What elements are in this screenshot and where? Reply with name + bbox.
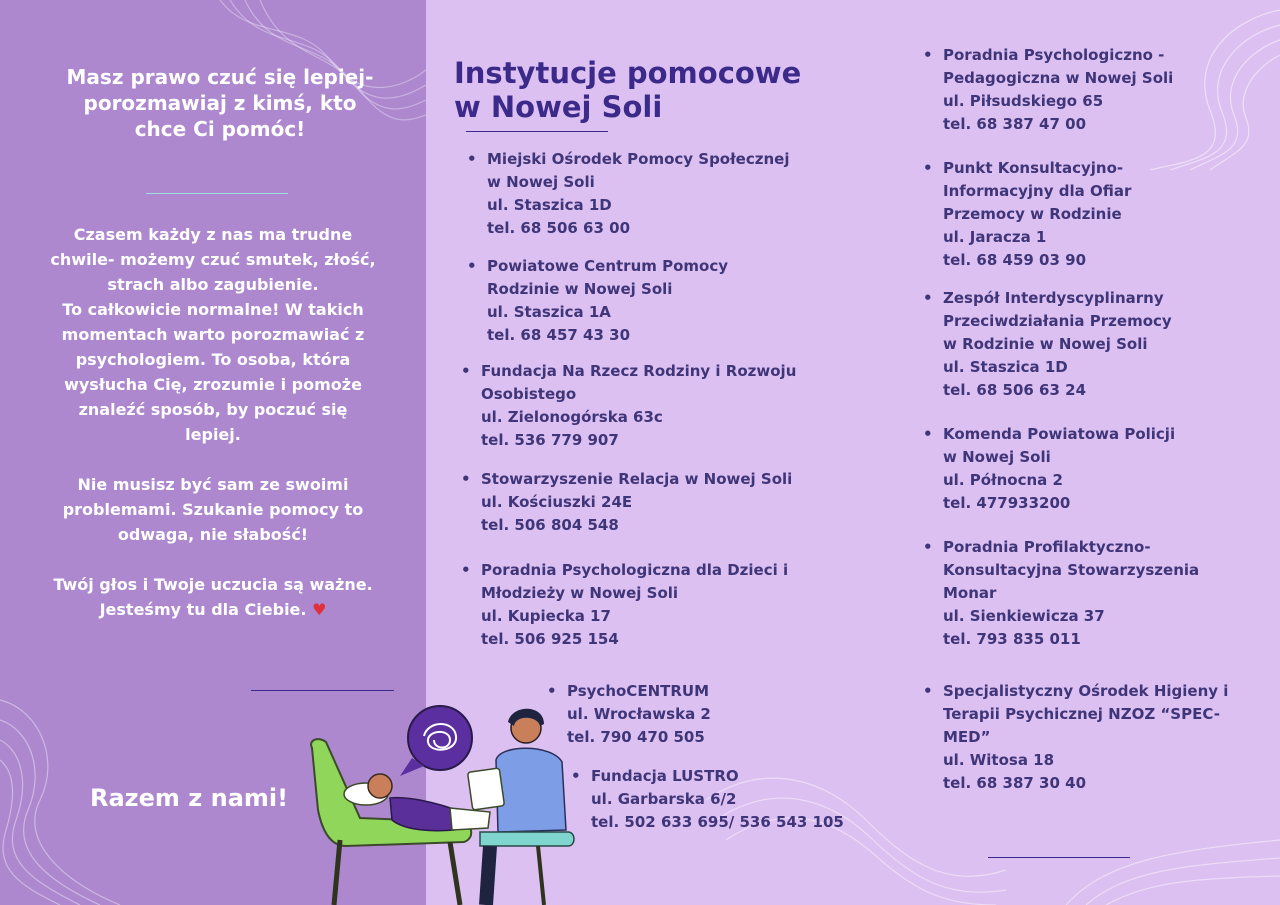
institution-address: ul. Garbarska 6/2 — [591, 790, 737, 808]
institution-phone: tel. 477933200 — [943, 494, 1071, 512]
intro-paragraphs: Czasem każdy z nas ma trudne chwile- możemy czuć smutek, złość, strach albo zagubienie. To całkowicie normalne! W takich momentach warto porozmawiać z psychologiem. To osoba, która wysłucha Cię, zrozumie i pomoże znaleźć sposób, by poczuć się lepiej. Nie musisz być sam ze swoimi problemami. Szukanie pomocy to odwaga, nie słabość! Twój głos i Twoje uczucia są ważne. Jesteśmy tu dla Ciebie. — [50, 225, 376, 619]
divider — [251, 690, 394, 691]
institution-address: ul. Zielonogórska 63c — [481, 408, 663, 426]
institution-address: ul. Staszica 1D — [487, 196, 612, 214]
institution-entry — [461, 468, 792, 537]
institution-name: • Punkt Konsultacyjno- Informacyjny dla Ofiar Przemocy w Rodzinie — [923, 157, 1131, 226]
institution-entry — [461, 360, 796, 452]
divider — [466, 131, 608, 132]
institution-name: • Powiatowe Centrum Pomocy Rodzinie w Nowej Soli — [467, 255, 728, 301]
institution-address: ul. Staszica 1A — [487, 303, 611, 321]
institution-entry — [571, 765, 844, 834]
institution-entry — [461, 559, 788, 651]
institution-phone: tel. 68 387 30 40 — [943, 774, 1087, 792]
institution-address: ul. Kościuszki 24E — [481, 493, 633, 511]
institution-phone: tel. 536 779 907 — [481, 431, 619, 449]
institution-phone: tel. 68 457 43 30 — [487, 326, 631, 344]
institution-address: ul. Witosa 18 — [943, 751, 1055, 769]
institution-name: • Poradnia Psychologiczno - Pedagogiczna w Nowej Soli — [923, 44, 1173, 90]
therapist-figure — [468, 709, 574, 905]
divider — [988, 857, 1130, 858]
institution-address: ul. Kupiecka 17 — [481, 607, 611, 625]
institution-entry — [467, 148, 789, 240]
institution-name: • PsychoCENTRUM — [547, 680, 711, 703]
therapy-illustration — [300, 700, 590, 905]
institution-name: • Zespół Interdyscyplinarny Przeciwdziałania Przemocy w Rodzinie w Nowej Soli — [923, 287, 1172, 356]
institution-name: • Poradnia Psychologiczna dla Dzieci i Młodzieży w Nowej Soli — [461, 559, 788, 605]
institution-name: • Fundacja LUSTRO — [571, 765, 844, 788]
institution-phone: tel. 68 506 63 00 — [487, 219, 631, 237]
institution-name: • Miejski Ośrodek Pomocy Społecznej w Nowej Soli — [467, 148, 789, 194]
decorative-waves — [1066, 820, 1280, 905]
slogan: Razem z nami! — [90, 784, 289, 812]
institution-phone: tel. 68 506 63 24 — [943, 381, 1087, 399]
institution-entry — [923, 287, 1172, 402]
heart-icon: ♥ — [312, 600, 327, 619]
institution-name: • Specjalistyczny Ośrodek Higieny i Terapii Psychicznej NZOZ “SPEC- MED” — [923, 680, 1228, 749]
institution-address: ul. Wrocławska 2 — [567, 705, 711, 723]
institution-phone: tel. 790 470 505 — [567, 728, 705, 746]
institution-phone: tel. 68 459 03 90 — [943, 251, 1087, 269]
institution-name: • Fundacja Na Rzecz Rodziny i Rozwoju Osobistego — [461, 360, 796, 406]
institution-address: ul. Jaracza 1 — [943, 228, 1047, 246]
institution-address: ul. Staszica 1D — [943, 358, 1068, 376]
institution-entry — [923, 423, 1175, 515]
institution-phone: tel. 502 633 695/ 536 543 105 — [591, 813, 844, 831]
institution-address: ul. Piłsudskiego 65 — [943, 92, 1104, 110]
intro-text — [50, 222, 376, 622]
institution-entry — [923, 536, 1199, 651]
institution-phone: tel. 506 804 548 — [481, 516, 619, 534]
institution-address: ul. Północna 2 — [943, 471, 1063, 489]
institution-name: • Stowarzyszenie Relacja w Nowej Soli — [461, 468, 792, 491]
divider — [146, 193, 288, 194]
institution-name: • Poradnia Profilaktyczno- Konsultacyjna Stowarzyszenia Monar — [923, 536, 1199, 605]
institution-phone: tel. 68 387 47 00 — [943, 115, 1087, 133]
institution-phone: tel. 506 925 154 — [481, 630, 619, 648]
institution-phone: tel. 793 835 011 — [943, 630, 1081, 648]
institution-entry — [467, 255, 728, 347]
institution-address: ul. Sienkiewicza 37 — [943, 607, 1105, 625]
institution-entry — [923, 157, 1131, 272]
headline: Masz prawo czuć się lepiej- porozmawiaj z kimś, kto chce Ci pomóc! — [66, 65, 374, 141]
page-title: Instytucje pomocowe w Nowej Soli — [454, 56, 802, 124]
thought-bubble — [400, 706, 472, 776]
institution-name: • Komenda Powiatowa Policji w Nowej Soli — [923, 423, 1175, 469]
institution-entry — [923, 44, 1173, 136]
institution-entry — [923, 680, 1228, 795]
